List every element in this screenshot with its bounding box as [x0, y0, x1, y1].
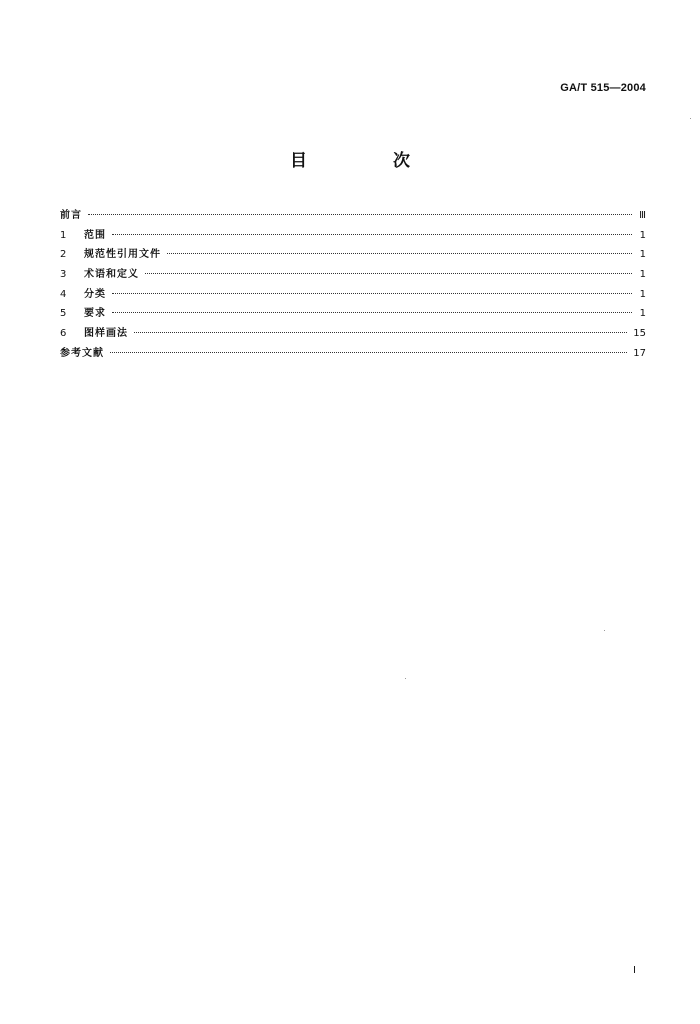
toc-entry-normative-references[interactable]	[60, 245, 646, 265]
toc-entry-requirements[interactable]	[60, 304, 646, 324]
toc-entry-page: 1	[639, 269, 646, 281]
toc-entry-scope[interactable]	[60, 226, 646, 246]
toc-dot-leader	[110, 352, 627, 353]
toc-entry-page: 1	[639, 249, 646, 261]
toc-dot-leader	[112, 234, 632, 235]
toc-entry-page: 1	[639, 288, 646, 300]
toc-entry-drawing-method[interactable]	[60, 324, 646, 344]
toc-dot-leader	[112, 293, 632, 294]
toc-entry-classification[interactable]	[60, 285, 646, 305]
toc-entry-foreword[interactable]	[60, 206, 646, 226]
toc-dot-leader	[134, 332, 627, 333]
toc-entry-page: 15	[633, 328, 646, 340]
scan-speck	[405, 678, 406, 679]
toc-entry-label: 术语和定义	[84, 269, 139, 281]
toc-dot-leader	[145, 273, 632, 274]
scan-speck	[604, 630, 605, 631]
toc-entry-label: 要求	[84, 308, 106, 320]
toc-entry-terms-definitions[interactable]	[60, 265, 646, 285]
scan-speck	[690, 118, 691, 119]
toc-entry-page: Ⅲ	[639, 210, 646, 221]
toc-list	[60, 206, 646, 364]
toc-title: 目 次	[290, 151, 450, 171]
toc-entry-page: 1	[639, 229, 646, 241]
toc-entry-number: 4	[60, 288, 67, 300]
toc-entry-label: 范围	[84, 229, 106, 241]
toc-entry-label: 分类	[84, 288, 106, 300]
toc-entry-label: 前言	[60, 210, 82, 221]
toc-entry-page: 17	[633, 347, 646, 359]
toc-entry-number: 2	[60, 249, 67, 261]
toc-entry-label: 参考文献	[60, 347, 104, 359]
toc-entry-page: 1	[639, 308, 646, 320]
toc-entry-label: 规范性引用文件	[84, 249, 161, 261]
toc-entry-label: 图样画法	[84, 328, 128, 340]
toc-entry-number: 5	[60, 308, 67, 320]
toc-entry-bibliography[interactable]	[60, 344, 646, 364]
toc-entry-number: 1	[60, 229, 67, 241]
toc-entry-number: 3	[60, 269, 67, 281]
standard-code: GA/T 515—2004	[560, 82, 646, 94]
toc-entry-number: 6	[60, 328, 67, 340]
toc-dot-leader	[112, 312, 632, 313]
page-number: Ⅰ	[633, 965, 636, 976]
toc-dot-leader	[88, 214, 632, 215]
toc-dot-leader	[167, 253, 632, 254]
